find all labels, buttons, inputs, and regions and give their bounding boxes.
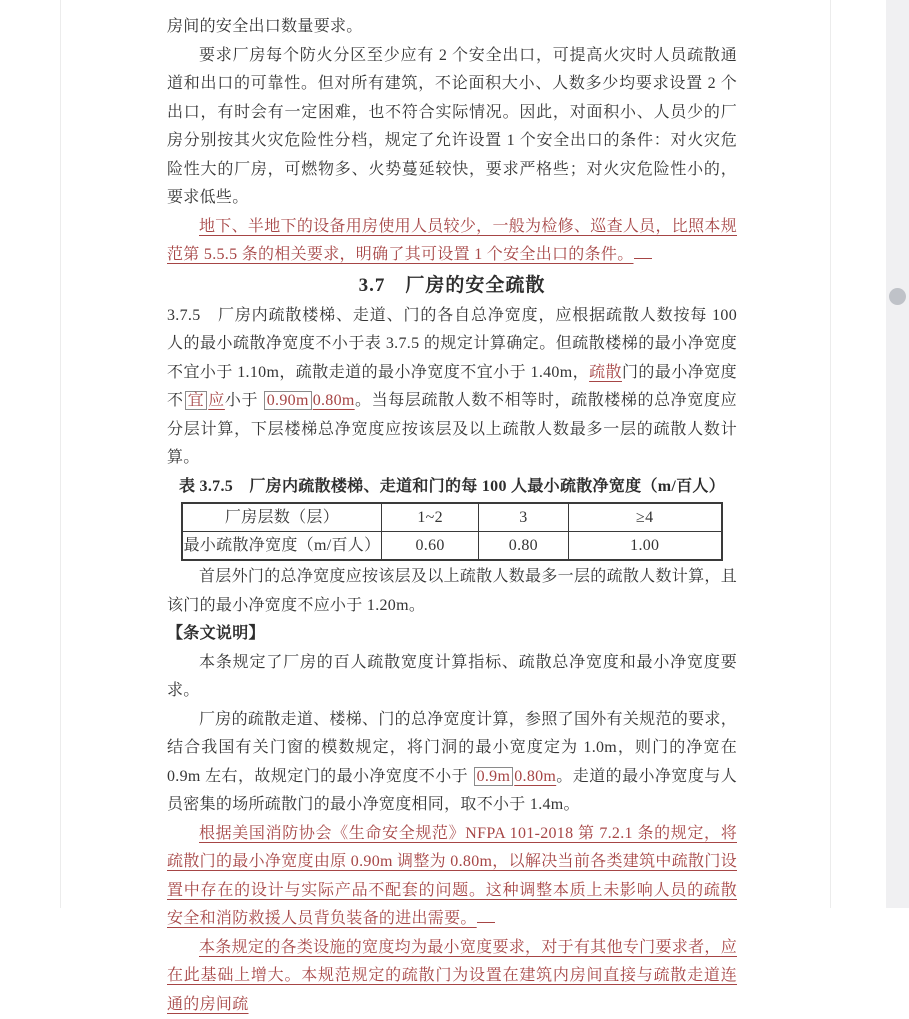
clause-3-7-5 <box>167 302 737 473</box>
paragraph-commentary-intro: 本条规定了厂房的百人疏散宽度计算指标、疏散总净宽度和最小净宽度要求。 <box>167 649 737 706</box>
inserted-text: 0.80m <box>514 768 556 785</box>
commentary-label: 【条文说明】 <box>167 620 737 649</box>
deleted-text-box: 0.90m <box>264 391 312 410</box>
deleted-text-box: 宜 <box>185 391 208 410</box>
paragraph-width-calc <box>167 706 737 820</box>
clause-text: 。当每层疏散人数不相等时，疏散楼梯的总净宽度应分层计算，下层楼梯总净宽度应按该层及以上疏散人数最多一层的疏散人数计算。 <box>167 392 737 466</box>
body-text: 。走道的最小净宽度与人员密集的场所疏散门的最小净宽度相同，取不小于 1.4m。 <box>167 768 737 814</box>
page-left-edge <box>60 0 61 908</box>
table-title: 表 3.7.5 厂房内疏散楼梯、走道和门的每 100 人最小疏散净宽度（m/百人） <box>167 473 737 502</box>
underline-tail <box>477 908 495 923</box>
inserted-text: 0.80m <box>313 392 355 409</box>
table-cell: 1.00 <box>568 532 722 561</box>
table-cell: 0.80 <box>479 532 568 561</box>
revision-paragraph-minimum: 本条规定的各类设施的宽度均为最小宽度要求，对于有其他专门要求者，应在此基础上增大。本规范规定的疏散门为设置在建筑内房间直接与疏散走道连通的房间疏 <box>167 934 737 1019</box>
revision-text: 地下、半地下的设备用房使用人员较少，一般为检修、巡查人员，比照本规范第 5.5.5 条的相关要求，明确了其可设置 1 个安全出口的条件。 <box>167 218 737 264</box>
paragraph-first-floor: 首层外门的总净宽度应按该层及以上疏散人数最多一层的疏散人数计算，且该门的最小净宽度不应小于 1.20m。 <box>167 563 737 620</box>
table-cell: 1~2 <box>381 503 478 532</box>
clause-text: 3.7.5 厂房内疏散楼梯、走道、门的各自总净宽度，应根据疏散人数按每 100 人的最小疏散净宽度不小于表 3.7.5 的规定计算确定。但疏散楼梯的最小净宽度不宜小于 1.10m，疏散走道的最小净宽度不宜小于 1.40m， <box>167 307 737 381</box>
inserted-text: 疏散 <box>589 364 622 381</box>
table-value-row <box>182 532 722 561</box>
table-cell: ≥4 <box>568 503 722 532</box>
table-cell: 3 <box>479 503 568 532</box>
deleted-text-box: 0.9m <box>474 767 514 786</box>
page-right-edge <box>830 0 831 908</box>
table-cell: 最小疏散净宽度（m/百人） <box>182 532 381 561</box>
section-heading: 3.7 厂房的安全疏散 <box>167 270 737 302</box>
table-header-row <box>182 503 722 532</box>
clause-text: 小于 <box>225 392 263 409</box>
underline-tail <box>634 244 652 259</box>
revision-text: 根据美国消防协会《生命安全规范》NFPA 101-2018 第 7.2.1 条的规定，将疏散门的最小净宽度由原 0.90m 调整为 0.80m，以解决当前各类建筑中疏散门设置中存在的设计与实际产品不配套的问题。这种调整本质上未影响人员的疏散安全和消防救援人员背负装备的进出需要。 <box>167 825 737 928</box>
revision-paragraph-underground <box>167 213 737 270</box>
revision-paragraph-nfpa <box>167 820 737 934</box>
inserted-text: 应 <box>208 392 225 409</box>
scrollbar-track[interactable] <box>886 0 909 908</box>
body-text: 厂房的疏散走道、楼梯、门的总净宽度计算，参照了国外有关规范的要求，结合我国有关门窗的模数规定，将门洞的最小宽度定为 1.0m，则门的净宽在 0.9m 左右，故规定门的最小净宽度不小于 <box>167 711 737 785</box>
table-cell: 厂房层数（层） <box>182 503 381 532</box>
clause-text: 门的最小净宽度不 <box>167 364 737 410</box>
table-3-7-5 <box>181 502 723 561</box>
table-cell: 0.60 <box>381 532 478 561</box>
paragraph-exit-count: 房间的安全出口数量要求。 <box>167 13 737 42</box>
document-page <box>167 13 737 1019</box>
scrollbar-thumb[interactable] <box>889 288 906 305</box>
paragraph-requirement: 要求厂房每个防火分区至少应有 2 个安全出口，可提高火灾时人员疏散通道和出口的可靠性。但对所有建筑，不论面积大小、人数多少均要求设置 2 个出口，有时会有一定困难，也不符合实际情况。因此，对面积小、人员少的厂房分别按其火灾危险性分档，规定了允许设置 1 个安全出口的条件：对火灾危险性大的厂房，可燃物多、火势蔓延较快，要求严格些；对火灾危险性小的，要求低些。 <box>167 42 737 213</box>
